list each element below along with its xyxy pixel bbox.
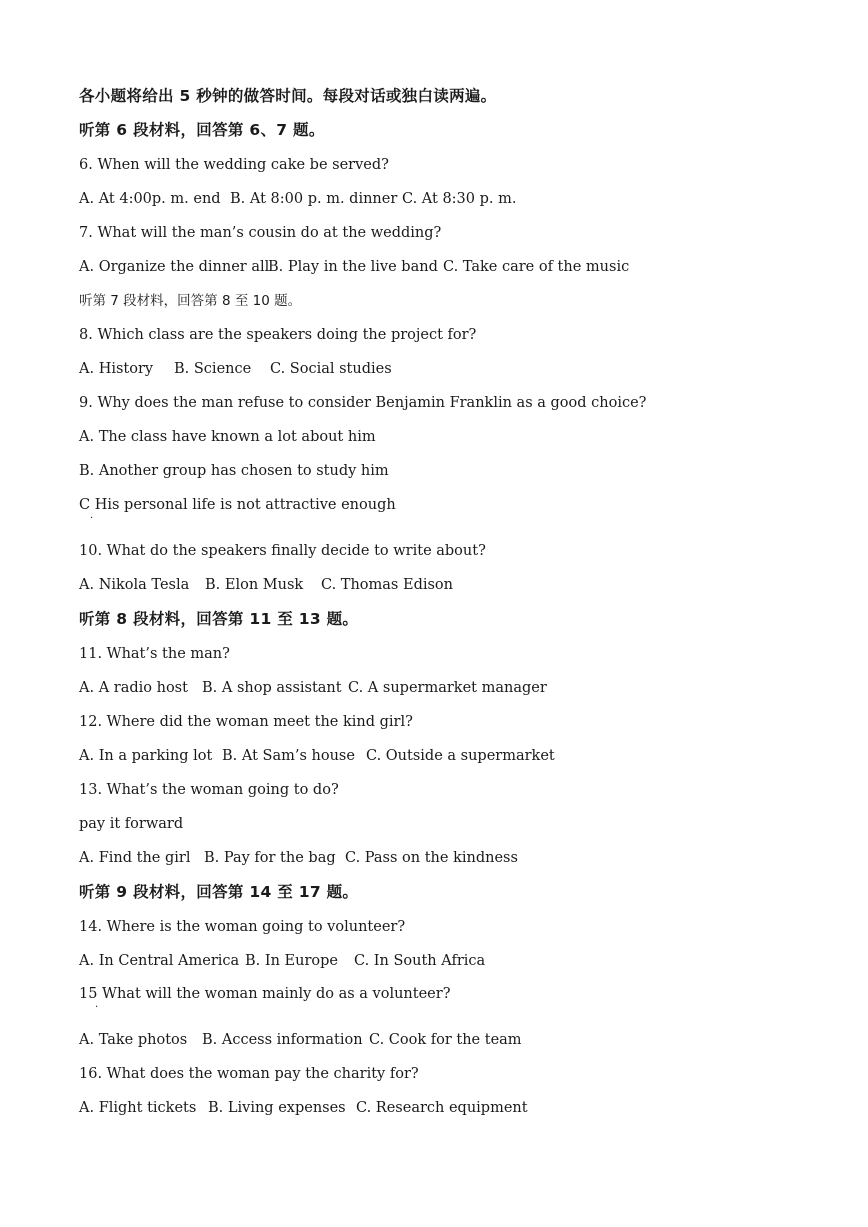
question-16-option-c: C. Research equipment	[356, 1100, 528, 1116]
question-8-options	[79, 359, 392, 379]
question-12: 12. Where did the woman meet the kind girl?	[79, 714, 413, 730]
question-12-option-c: C. Outside a supermarket	[366, 748, 555, 764]
question-13-options	[79, 848, 518, 868]
question-11: 11. What’s the man?	[79, 646, 230, 662]
question-7-option-c: C. Take care of the music	[443, 259, 630, 275]
question-6: 6. When will the wedding cake be served?	[79, 157, 389, 173]
question-14-option-a: A. In Central America	[79, 953, 240, 969]
question-9: 9. Why does the man refuse to consider Benjamin Franklin as a good choice?	[79, 395, 647, 411]
question-8-option-b: B. Science	[174, 361, 252, 377]
question-7-option-b: B. Play in the live band	[268, 259, 438, 275]
question-11-options	[79, 678, 547, 698]
question-14-option-c: C. In South Africa	[354, 953, 486, 969]
instructions-text: 各小题将给出 5 秒钟的做答时间。每段对话或独白读两遍。	[79, 87, 497, 105]
section-7-heading: 听第 7 段材料，回答第 8 至 10 题。	[79, 293, 302, 309]
question-14-option-b: B. In Europe	[245, 953, 338, 969]
stray-dot-mark: ·	[90, 513, 94, 524]
question-15-options	[79, 1030, 522, 1050]
question-13-option-c: C. Pass on the kindness	[345, 850, 518, 866]
question-8: 8. Which class are the speakers doing the project for?	[79, 327, 477, 343]
question-7: 7. What will the man’s cousin do at the wedding?	[79, 225, 442, 241]
question-12-options	[79, 746, 555, 766]
question-8-option-a: A. History	[79, 361, 154, 377]
question-6-option-a: A. At 4:00p. m. end	[79, 191, 221, 207]
question-6-option-b: B. At 8:00 p. m. dinner	[230, 191, 398, 207]
question-8-option-c: C. Social studies	[270, 361, 392, 377]
question-15-option-c: C. Cook for the team	[369, 1032, 522, 1048]
question-10-option-b: B. Elon Musk	[205, 577, 304, 593]
question-11-option-b: B. A shop assistant	[202, 680, 342, 696]
stray-dot-mark: ·	[95, 1002, 99, 1013]
question-13-option-a: A. Find the girl	[79, 850, 191, 866]
question-14-options	[79, 951, 485, 971]
question-7-option-a: A. Organize the dinner all	[79, 259, 270, 275]
question-13-option-b: B. Pay for the bag	[204, 850, 336, 866]
question-16-option-a: A. Flight tickets	[79, 1100, 197, 1116]
section-8-heading: 听第 8 段材料，回答第 11 至 13 题。	[79, 610, 359, 628]
question-15-option-b: B. Access information	[202, 1032, 363, 1048]
question-12-option-a: A. In a parking lot	[79, 748, 213, 764]
question-14: 14. Where is the woman going to volunteer?	[79, 919, 406, 935]
section-9-heading: 听第 9 段材料，回答第 14 至 17 题。	[79, 883, 359, 901]
question-7-options	[79, 257, 629, 277]
question-12-option-b: B. At Sam’s house	[222, 748, 355, 764]
question-11-option-a: A. A radio host	[79, 680, 188, 696]
question-13: 13. What’s the woman going to do?	[79, 782, 339, 798]
question-16-option-b: B. Living expenses	[208, 1100, 346, 1116]
question-6-option-c: C. At 8:30 p. m.	[402, 191, 517, 207]
question-10-option-a: A. Nikola Tesla	[79, 577, 190, 593]
question-10-option-c: C. Thomas Edison	[321, 577, 453, 593]
question-16: 16. What does the woman pay the charity for?	[79, 1066, 419, 1082]
question-16-options	[79, 1098, 528, 1118]
question-13-note: pay it forward	[79, 816, 184, 832]
question-9-option-c: C His personal life is not attractive enough	[79, 497, 396, 513]
section-6-heading: 听第 6 段材料，回答第 6、7 题。	[79, 121, 325, 139]
question-6-options	[79, 189, 516, 209]
question-10: 10. What do the speakers finally decide to write about?	[79, 543, 486, 559]
question-10-options	[79, 575, 453, 595]
question-15: 15 What will the woman mainly do as a volunteer?	[79, 986, 451, 1002]
question-9-option-b: B. Another group has chosen to study him	[79, 463, 389, 479]
question-11-option-c: C. A supermarket manager	[348, 680, 547, 696]
question-9-option-a: A. The class have known a lot about him	[79, 429, 376, 445]
question-15-option-a: A. Take photos	[79, 1032, 188, 1048]
